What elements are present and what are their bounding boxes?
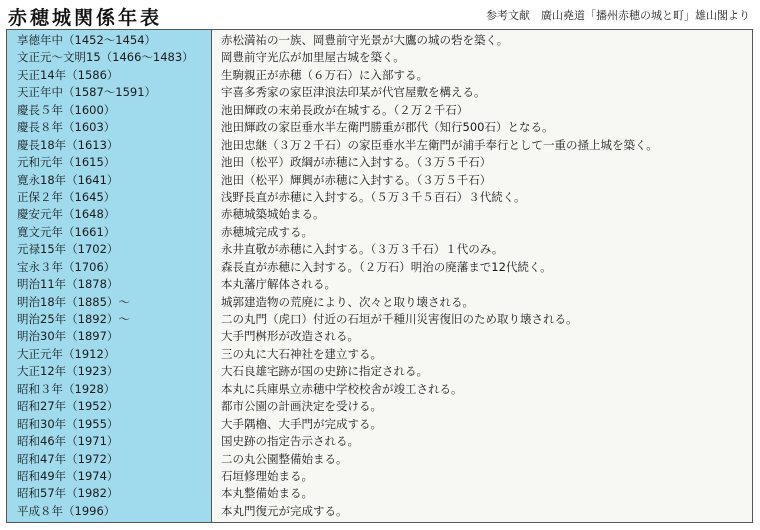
event-cell: 城郭建造物の荒廃により、次々と取り壊される。: [221, 294, 474, 309]
table-row: [7, 172, 752, 189]
era-cell: 慶長５年（1600）: [17, 102, 116, 117]
table-row: [7, 328, 752, 345]
era-cell: 平成８年（1996）: [17, 503, 116, 518]
table-row: [7, 311, 752, 328]
era-cell: 明治18年（1885）～: [17, 294, 130, 309]
table-row: [7, 137, 752, 154]
event-cell: 池田（松平）輝興が赤穂に入封する。（３万５千石）: [221, 172, 492, 187]
era-cell: 寛文元年（1661）: [17, 224, 116, 239]
era-cell: 文正元～文明15（1466～1483）: [17, 50, 194, 65]
era-cell: 大正元年（1912）: [17, 346, 116, 361]
event-cell: 二の丸公園整備始まる。: [221, 451, 348, 466]
table-row: [7, 102, 752, 119]
era-cell: 昭和57年（1982）: [17, 486, 119, 501]
chronology-table: [6, 29, 753, 523]
era-cell: 明治11年（1878）: [17, 277, 119, 292]
event-cell: 岡豊前守光広が加里屋古城を築く。: [221, 50, 405, 65]
table-row: [7, 416, 752, 433]
event-cell: 大石良雄宅跡が国の史跡に指定される。: [221, 364, 428, 379]
event-cell: 生駒親正が赤穂（６万石）に入部する。: [221, 67, 428, 82]
event-cell: 大手門桝形が改造される。: [221, 329, 359, 344]
table-row: [7, 363, 752, 380]
era-cell: 昭和30年（1955）: [17, 416, 119, 431]
event-cell: 池田（松平）政綱が赤穂に入封する。（３万５千石）: [221, 155, 492, 170]
table-row: [7, 433, 752, 450]
era-cell: 昭和27年（1952）: [17, 399, 119, 414]
event-cell: 石垣修理始まる。: [221, 468, 313, 483]
era-cell: 寛永18年（1641）: [17, 172, 119, 187]
table-row: [7, 32, 752, 49]
era-cell: 大正12年（1923）: [17, 364, 119, 379]
event-cell: 本丸藩庁解体される。: [221, 277, 336, 292]
table-row: [7, 276, 752, 293]
table-row: [7, 49, 752, 66]
event-cell: 森長直が赤穂に入封する。（２万石）明治の廃藩まで12代続く。: [221, 259, 552, 274]
page-header: [0, 0, 760, 30]
event-cell: 赤穂城築城始まる。: [221, 207, 325, 222]
event-cell: 本丸整備始まる。: [221, 486, 313, 501]
event-cell: 池田輝政の末弟長政が在城する。（２万２千石）: [221, 102, 469, 117]
era-cell: 宝永３年（1706）: [17, 259, 116, 274]
table-row: [7, 381, 752, 398]
event-cell: 池田輝政の家臣垂水半左衛門勝重が郡代（知行500石）となる。: [221, 120, 554, 135]
event-cell: 赤松満祐の一族、岡豊前守光景が大鷹の城の砦を築く。: [221, 33, 509, 47]
era-cell: 明治25年（1892）～: [17, 312, 130, 326]
table-row: [7, 67, 752, 84]
reference-note: 参考文献 廣山堯道「播州赤穂の城と町」雄山閣より: [486, 9, 750, 22]
table-row: [7, 346, 752, 363]
era-cell: 昭和３年（1928）: [17, 381, 116, 396]
event-cell: 永井直敬が赤穂に入封する。（３万３千石）１代のみ。: [221, 242, 504, 257]
era-cell: 正保２年（1645）: [17, 189, 116, 204]
table-row: [7, 451, 752, 468]
table-row: [7, 154, 752, 171]
table-row: [7, 503, 752, 520]
era-cell: 元禄15年（1702）: [17, 242, 119, 257]
table-row: [7, 224, 752, 241]
table-row: [7, 206, 752, 223]
table-row: [7, 398, 752, 415]
event-cell: 池田忠継（３万２千石）の家臣垂水半左衛門が浦手奉行として一重の掻上城を築く。: [221, 137, 658, 152]
table-row: [7, 241, 752, 258]
table-row: [7, 84, 752, 101]
table-row: [7, 119, 752, 136]
era-cell: 昭和46年（1971）: [17, 434, 119, 449]
era-cell: 明治30年（1897）: [17, 329, 119, 344]
event-cell: 宇喜多秀家の家臣津浪法印某が代官屋敷を構える。: [221, 85, 486, 100]
event-cell: 本丸に兵庫県立赤穂中学校校舎が竣工される。: [221, 381, 463, 396]
table-row: [7, 468, 752, 485]
era-cell: 元和元年（1615）: [17, 155, 116, 170]
era-cell: 慶安元年（1648）: [17, 207, 116, 222]
event-cell: 国史跡の指定告示される。: [221, 434, 359, 449]
era-cell: 天正年中（1587～1591）: [17, 85, 157, 100]
table-rows: [7, 32, 752, 520]
event-cell: 浅野長直が赤穂に入封する。（５万３千５百石）３代続く。: [221, 189, 526, 204]
table-row: [7, 485, 752, 502]
era-cell: 慶長18年（1613）: [17, 137, 119, 152]
event-cell: 二の丸門（虎口）付近の石垣が千種川災害復旧のため取り壊される。: [221, 312, 578, 326]
era-cell: 慶長８年（1603）: [17, 120, 116, 135]
era-cell: 天正14年（1586）: [17, 67, 119, 82]
event-cell: 大手隅櫓、大手門が完成する。: [221, 416, 382, 431]
table-row: [7, 189, 752, 206]
event-cell: 都市公園の計画決定を受ける。: [221, 399, 382, 414]
event-cell: 赤穂城完成する。: [221, 224, 313, 239]
era-cell: 昭和47年（1972）: [17, 451, 119, 466]
page-title: 赤穂城関係年表: [8, 7, 163, 29]
event-cell: 三の丸に大石神社を建立する。: [221, 346, 382, 361]
table-row: [7, 294, 752, 311]
era-cell: 昭和49年（1974）: [17, 468, 119, 483]
era-cell: 享徳年中（1452～1454）: [17, 33, 157, 47]
event-cell: 本丸門復元が完成する。: [221, 503, 348, 518]
table-row: [7, 259, 752, 276]
